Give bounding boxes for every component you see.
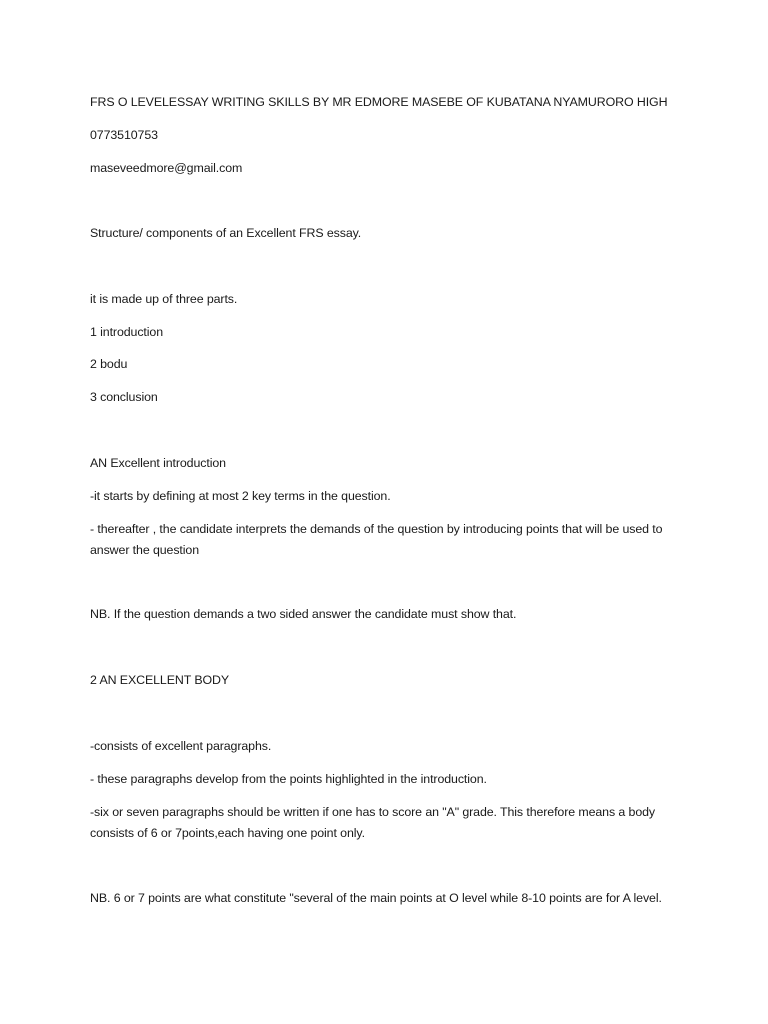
structure-title: Structure/ components of an Excellent FRS essay. bbox=[90, 226, 362, 240]
document-heading: FRS O LEVELESSAY WRITING SKILLS BY MR EDMORE MASEBE OF KUBATANA NYAMURORO HIGH bbox=[90, 95, 668, 109]
part-item-body: 2 bodu bbox=[90, 357, 128, 371]
body-point: -consists of excellent paragraphs. bbox=[90, 739, 272, 753]
part-item-conclusion: 3 conclusion bbox=[90, 390, 158, 404]
intro-point: -it starts by defining at most 2 key terms in the question. bbox=[90, 489, 391, 503]
body-heading: 2 AN EXCELLENT BODY bbox=[90, 673, 230, 687]
body-note: NB. 6 or 7 points are what constitute "several of the main points at O level while 8-10 points are for A level. bbox=[90, 891, 662, 905]
parts-intro: it is made up of three parts. bbox=[90, 292, 238, 306]
body-point: -six or seven paragraphs should be written if one has to score an "A" grade. This therefore means a body consists of 6 or 7points,each having one point only. bbox=[90, 805, 656, 840]
intro-heading: AN Excellent introduction bbox=[90, 456, 226, 470]
intro-note: NB. If the question demands a two sided answer the candidate must show that. bbox=[90, 607, 517, 621]
body-point: - these paragraphs develop from the points highlighted in the introduction. bbox=[90, 772, 487, 786]
intro-point: - thereafter , the candidate interprets the demands of the question by introducing points that will be used to answer the question bbox=[90, 522, 663, 557]
email-address: maseveedmore@gmail.com bbox=[90, 161, 243, 175]
part-item-introduction: 1 introduction bbox=[90, 325, 163, 339]
phone-number: 0773510753 bbox=[90, 128, 158, 142]
